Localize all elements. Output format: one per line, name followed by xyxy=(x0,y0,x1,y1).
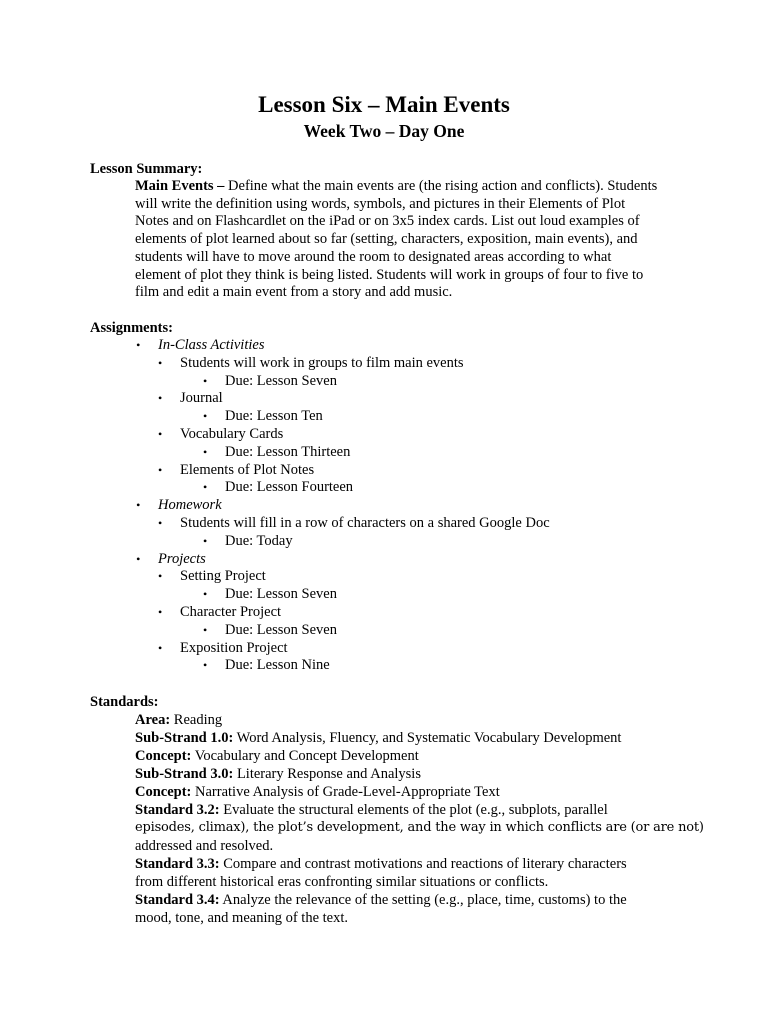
standard-substrand-1: Sub-Strand 1.0: Word Analysis, Fluency, and Systematic Vocabulary Development xyxy=(135,730,622,746)
page-title: Lesson Six – Main Events xyxy=(258,92,510,117)
summary-line: elements of plot learned about so far (setting, characters, exposition, main events), and xyxy=(135,231,638,248)
list-item-homework: • Homework xyxy=(158,497,768,515)
standard-area: Area: Reading xyxy=(135,712,223,728)
assignments-section xyxy=(0,320,768,675)
list-item: • Students will fill in a row of characters on a shared Google Doc xyxy=(180,515,768,533)
standard-substrand-3: Sub-Strand 3.0: Literary Response and Analysis xyxy=(135,766,421,782)
standard-concept-1: Concept: Vocabulary and Concept Development xyxy=(135,748,419,764)
due-item: • Due: Lesson Thirteen xyxy=(225,444,768,462)
lesson-summary-heading: Lesson Summary: xyxy=(90,161,203,177)
due-item: • Due: Lesson Nine xyxy=(225,657,768,675)
page-subtitle: Week Two – Day One xyxy=(303,121,465,141)
summary-line: students will have to move around the room to designated areas according to what xyxy=(135,248,612,265)
standard-3-3: Standard 3.3: Compare and contrast motivations and reactions of literary characters from different historical eras confronting similar situations or conflicts. xyxy=(135,856,627,890)
assignments-heading: Assignments: xyxy=(90,320,173,336)
summary-line: Main Events – Define what the main events are (the rising action and conflicts). Students xyxy=(135,178,658,194)
list-item: • Vocabulary Cards xyxy=(180,426,768,444)
list-item: • Students will work in groups to film main events xyxy=(180,355,768,373)
due-item: • Due: Lesson Seven xyxy=(225,373,768,391)
lesson-summary-text xyxy=(135,178,690,302)
assignments-list xyxy=(90,337,768,675)
summary-lead: Main Events – xyxy=(135,178,225,194)
lesson-summary-section xyxy=(90,161,690,302)
list-item-in-class-activities: • In-Class Activities xyxy=(158,337,768,355)
standards-heading: Standards: xyxy=(90,694,159,710)
summary-line: element of plot they think is being listed. Students will work in groups of four to five to xyxy=(135,266,644,283)
standard-3-2: Standard 3.2: Evaluate the structural elements of the plot (e.g., subplots, parallel episodes, climax), the plot’s development, and the way in which conflicts are (or are not) addressed and resolved. xyxy=(135,802,704,854)
standards-body xyxy=(135,711,710,927)
list-item: • Exposition Project xyxy=(180,640,768,658)
standard-concept-3: Concept: Narrative Analysis of Grade-Level-Appropriate Text xyxy=(135,784,500,800)
list-item-projects: • Projects xyxy=(158,551,768,569)
summary-line: Notes and on Flashcardlet on the iPad or on 3x5 index cards. List out loud examples of xyxy=(135,213,640,230)
list-item: • Elements of Plot Notes xyxy=(180,462,768,480)
list-item: • Journal xyxy=(180,390,768,408)
standards-section xyxy=(90,694,710,927)
summary-line: film and edit a main event from a story and add music. xyxy=(135,284,453,301)
due-item: • Due: Today xyxy=(225,533,768,551)
due-item: • Due: Lesson Ten xyxy=(225,408,768,426)
list-item: • Character Project xyxy=(180,604,768,622)
list-item: • Setting Project xyxy=(180,568,768,586)
due-item: • Due: Lesson Seven xyxy=(225,622,768,640)
due-item: • Due: Lesson Seven xyxy=(225,586,768,604)
summary-line: will write the definition using words, symbols, and pictures in their Elements of Plot xyxy=(135,195,626,212)
standard-3-4: Standard 3.4: Analyze the relevance of the setting (e.g., place, time, customs) to the mood, tone, and meaning of the text. xyxy=(135,892,627,926)
due-item: • Due: Lesson Fourteen xyxy=(225,479,768,497)
